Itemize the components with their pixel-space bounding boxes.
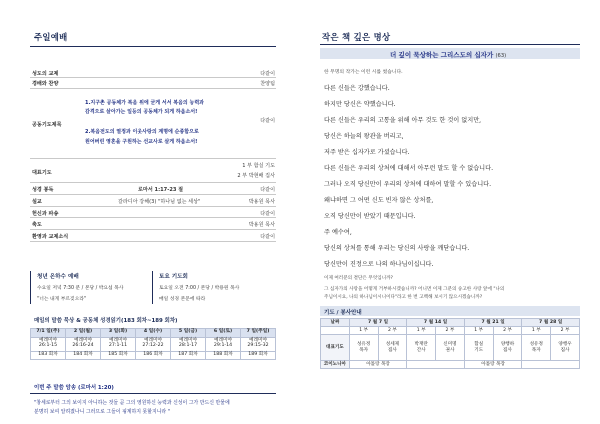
reading-schedule-table (30, 328, 276, 360)
worship-leader: 1 부 함실 기도 (242, 163, 275, 169)
reading-cell: 예레미야 29:1-14 (206, 337, 241, 351)
worship-label: 환영과 교제소식 (32, 234, 69, 240)
service-table (320, 318, 580, 369)
round-cell: 183 회차 (31, 351, 66, 360)
reflection-note: 그 십자가의 사랑을 어떻게 거부하시겠습니까? 어니면 이제 그분의 숭고한 사랑 앞에 "나의 (324, 287, 505, 292)
worship-label: 성도의 교제 (32, 71, 59, 77)
poem-line: 오직 당신만이 받았기 때문입니다. (324, 213, 416, 220)
memory-verse-line: 분명히 보여 알려졌나니 그러므로 그들이 핑계하지 못할지니라 " (34, 409, 170, 415)
prayer-cell: 양행우 집사 (551, 335, 580, 361)
day-cell: 4 일(수) (136, 329, 171, 338)
worship-row-scripture (30, 183, 276, 195)
date-header: 7 월 7 일 (349, 319, 407, 327)
sermon-title: 갈라디아 강해(3) "하나님 없는 세상" (118, 199, 201, 205)
poem-line: 그러나 오직 당신만이 우리의 상처에 대하여 말할 수 있습니다. (324, 181, 492, 188)
service-title: 기도 / 봉사안내 (324, 309, 362, 316)
worship-leader: 찬양팀 (260, 81, 275, 87)
reading-cell: 예레미야 28:1-17 (171, 337, 206, 351)
reflection-note: 이제 여러분의 결단은 무엇입니까? (324, 276, 393, 281)
poem-line: 저주 받은 십자가로 가셨습니다. (324, 149, 410, 156)
part-cell: 1 부 (349, 327, 378, 335)
date-header: 7 월 21 일 (464, 319, 522, 327)
worship-label: 경배와 찬양 (32, 81, 59, 87)
worship-leader: 다같이 (260, 211, 275, 217)
prayer-cell: 함실 기도 (464, 335, 493, 361)
part-cell: 1 부 (407, 327, 436, 335)
poem-line: 당신의 상처를 통해 우리는 당신의 사랑을 깨닫습니다. (324, 245, 470, 252)
round-cell: 189 회차 (241, 351, 276, 360)
prayer-cell: 박재란 간사 (407, 335, 436, 361)
cafe-cell: 아틀랑 목장 (464, 361, 522, 369)
notice-bar (30, 271, 31, 304)
part-cell: 2 부 (378, 327, 407, 335)
prayer-item: 원어버린 영혼을 구원하는 선교사로 살게 하옵소서! (85, 139, 198, 145)
memory-verse-box (30, 393, 276, 417)
worship-label: 헌신과 파송 (32, 211, 59, 217)
part-cell: 2 부 (493, 327, 522, 335)
book-title: 더 깊이 묵상하는 그리스도의 십자가 (390, 51, 494, 59)
round-cell: 186 회차 (136, 351, 171, 360)
youth-service-theme: "너는 내게 부르짖으라" (37, 297, 87, 302)
poem-line: 당신은 하늘의 왕관을 버리고, (324, 133, 404, 140)
prayer-cell: 신미명 권사 (436, 335, 465, 361)
date-header: 날짜 (321, 319, 350, 327)
prayer-meeting-time: 토요일 오전 7:00 / 본당 / 박용원 목사 (159, 286, 240, 291)
prayer-row-label: 대표기도 (321, 335, 350, 361)
prayer-cell: 성유정 목자 (349, 335, 378, 361)
youth-service-title: 청년 온하수 예배 (37, 274, 79, 280)
prayer-meeting-title: 토요 기도회 (159, 274, 188, 280)
notice-bar (152, 271, 153, 304)
reflection-note: 주님이시요, 나의 하나님이시니이다"라고 한 번 고백해 보시기 않으시겠습니까? (324, 295, 483, 300)
title-rule (30, 46, 276, 47)
reading-cell: 예레미야 27:1-11 (101, 337, 136, 351)
part-cell: 1 부 (522, 327, 551, 335)
prayer-cell: 양행하 집사 (493, 335, 522, 361)
day-cell: 6 일(토) (206, 329, 241, 338)
worship-label: 공동기도제목 (32, 122, 62, 128)
round-cell: 185 회차 (101, 351, 136, 360)
prayer-cell: 성세제 집사 (378, 335, 407, 361)
day-cell: 7/1 일(주) (31, 329, 66, 338)
prayer-item: 2.복음전도의 열정과 이웃사랑의 계명에 순종함으로 (85, 129, 199, 135)
book-title-bar (320, 48, 580, 59)
round-cell: 187 회차 (171, 351, 206, 360)
worship-row-fellowship (30, 68, 276, 78)
worship-label: 설교 (32, 199, 42, 205)
scripture-ref: 로마서 1:17-23 절 (138, 187, 184, 193)
day-cell: 2 일(월) (66, 329, 101, 338)
service-title-bar (320, 306, 580, 316)
worship-row-welcome (30, 230, 276, 242)
prayer-item: 1.지구촌 공동체가 복음 위에 굳게 서서 복음의 능력과 (85, 100, 204, 106)
reading-cell: 예레미야 26:16-24 (66, 337, 101, 351)
prayer-meeting-note: 매일 성경 본문에 따라 (159, 297, 206, 302)
poem-line: 왜냐하면 그 어떤 신도 빈자 않은 상처를, (324, 197, 434, 204)
worship-leader: 박용원 목사 (248, 222, 275, 228)
worship-row-sermon (30, 195, 276, 207)
book-page: (63) (495, 53, 507, 59)
poem-line: 하지만 당신은 약했습니다. (324, 101, 396, 108)
worship-label: 축도 (32, 222, 42, 228)
reading-cell: 예레미야 27:12-22 (136, 337, 171, 351)
worship-leader: 다같이 (260, 187, 275, 193)
reading-schedule-title: 매일의 말씀 묵상 & 공동체 성경읽기(183 회차~189 회차) (34, 318, 178, 324)
notes-anchor (324, 0, 594, 1)
worship-label: 대표기도 (32, 170, 52, 176)
worship-leader: 다같이 (260, 234, 275, 240)
worship-row-benediction (30, 218, 276, 230)
prayer-cell: 성유정 목자 (522, 335, 551, 361)
part-cell: 2 부 (551, 327, 580, 335)
poem-line: 다른 신들은 우리의 상처에 대해서 아무런 말도 할 수 없습니다. (324, 165, 494, 172)
intro-line: 한 무명의 작가는 이런 시를 썼습니다. (324, 70, 403, 75)
reading-cell: 예레미야 29:15-32 (241, 337, 276, 351)
memory-verse-line: "창세로부터 그의 보이지 아니하는 것들 곧 그의 영원하신 능력과 신성이 그가 만드신 만물에 (34, 400, 230, 406)
cafe-cell: 아틀랑 목장 (349, 361, 407, 369)
prayer-item: 감격으로 살아가는 일등의 공동체가 되게 하옵소서! (85, 109, 198, 115)
round-cell: 188 회차 (206, 351, 241, 360)
date-header: 7 월 28 일 (522, 319, 580, 327)
day-cell: 5 일(금) (171, 329, 206, 338)
poem-line: 다른 신들은 우리의 고통을 위해 아무 것도 한 것이 없지만, (324, 117, 482, 124)
poem-line: 당신만이 진정으로 나의 하나님이십니다. (324, 261, 434, 268)
worship-row-dedication (30, 207, 276, 218)
worship-leader: 다같이 (260, 71, 275, 77)
page-title: 주일예배 (34, 32, 68, 42)
worship-leader: 박용원 목사 (248, 199, 275, 205)
poem-line: 주 예수여, (324, 229, 352, 236)
worship-leader: 2 부 박현배 집사 (237, 173, 275, 179)
title-rule (320, 44, 580, 45)
memory-verse-title: 이번 주 말씀 암송 (로마서 1:20) (34, 385, 114, 391)
page-title: 작은 책 깊은 명상 (322, 32, 391, 42)
date-header: 7 월 14 일 (407, 319, 465, 327)
part-cell: 2 부 (436, 327, 465, 335)
youth-service-time: 수요일 저녁 7:30 분 / 본당 / 박요섭 목사 (37, 286, 124, 291)
poem-line: 다른 신들은 강했습니다. (324, 85, 390, 92)
worship-label: 성경 봉독 (32, 187, 54, 193)
day-cell: 7 일(주일) (241, 329, 276, 338)
worship-row-praise (30, 78, 276, 89)
day-cell: 3 일(화) (101, 329, 136, 338)
round-cell: 184 회차 (66, 351, 101, 360)
right-page (300, 0, 600, 424)
part-cell: 1 부 (464, 327, 493, 335)
cafe-row-label: 코이노니아 (321, 361, 350, 369)
worship-row-rep-prayer (30, 159, 276, 183)
reading-cell: 예레미야 26:1-15 (31, 337, 66, 351)
worship-leader: 다같이 (260, 118, 275, 124)
